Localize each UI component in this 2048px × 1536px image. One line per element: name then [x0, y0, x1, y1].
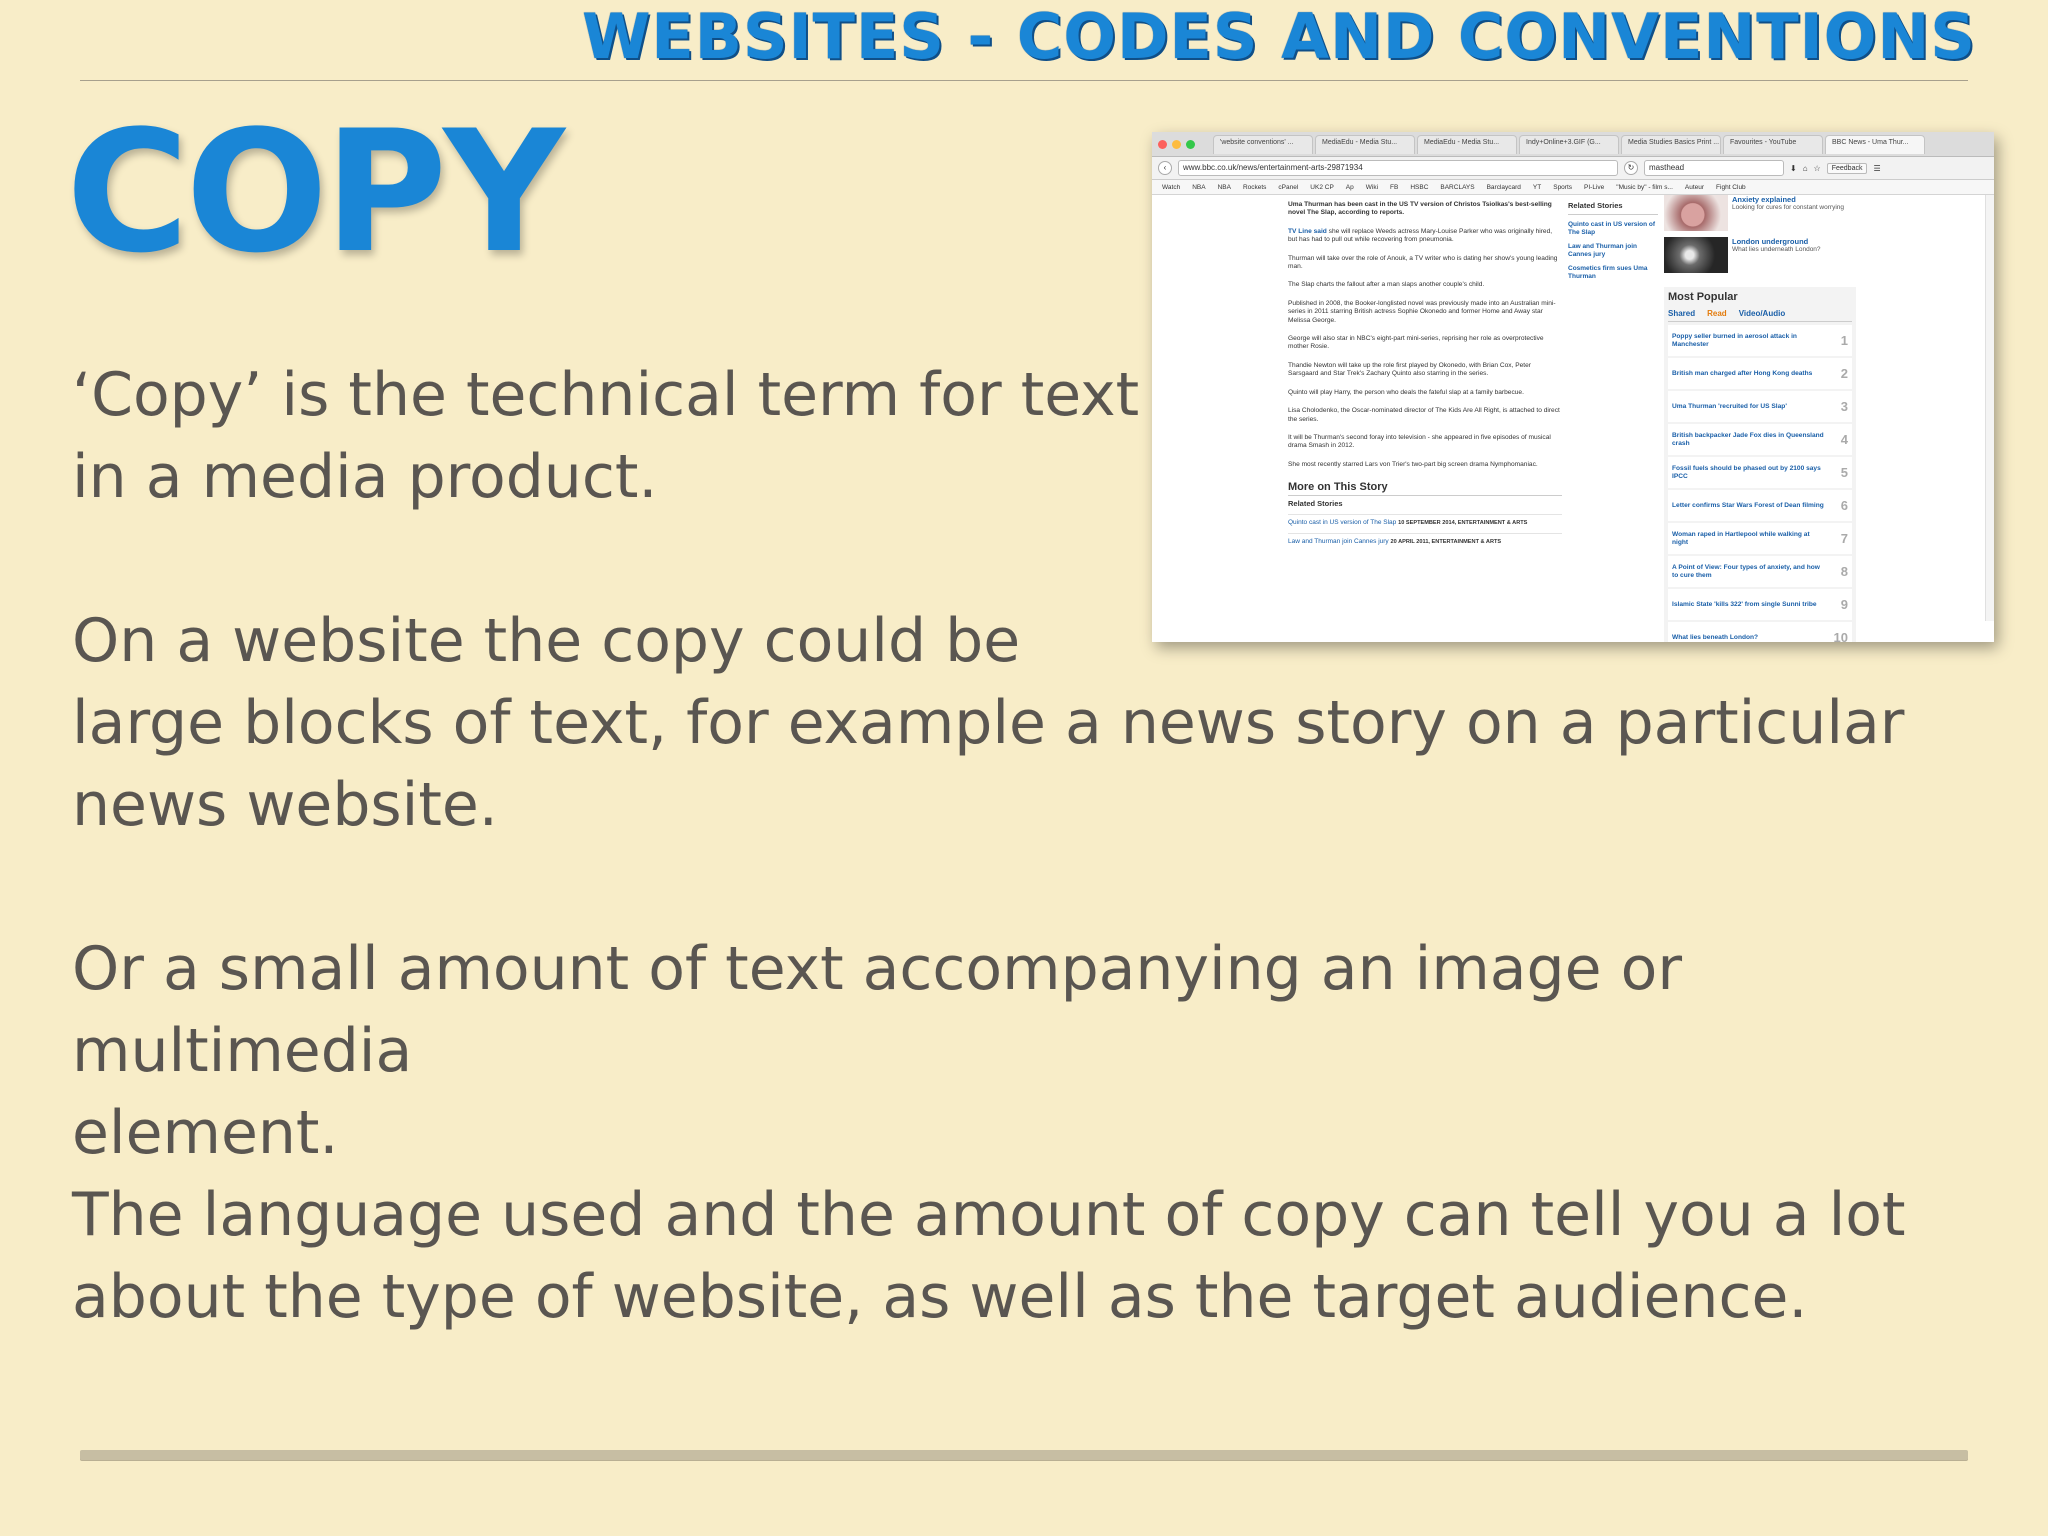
tab-video-audio: Video/Audio [1738, 309, 1786, 318]
most-popular-title: Most Popular [1668, 291, 1738, 303]
feature-thumbnail-tunnel [1664, 237, 1728, 273]
browser-tab: 'website conventions' ... [1213, 135, 1313, 154]
reload-icon: ↻ [1624, 161, 1638, 175]
more-related-item [1288, 533, 1562, 546]
popular-item-rank: 9 [1840, 597, 1848, 612]
bookmark-item: FB [1390, 183, 1399, 191]
bookmark-item: Ap [1345, 183, 1354, 191]
star-icon: ☆ [1813, 163, 1821, 173]
bookmark-item: UK2 CP [1310, 183, 1334, 191]
popular-item-text: British man charged after Hong Kong deaths [1672, 369, 1813, 377]
url-field: www.bbc.co.uk/news/entertainment-arts-29871934 [1178, 160, 1618, 176]
bookmark-item: HSBC [1410, 183, 1429, 191]
browser-tab: Favourites - YouTube [1723, 135, 1823, 154]
popular-item [1668, 325, 1852, 356]
feature-title: London underground [1732, 237, 1809, 246]
popular-item [1668, 457, 1852, 488]
slide-header-title: WEBSITES - CODES AND CONVENTIONS [581, 0, 1976, 73]
article-paragraph: It will be Thurman's second foray into television - she appeared in five episodes of musical drama Smash in 2012. [1288, 433, 1551, 450]
bookmark-item: BARCLAYS [1440, 183, 1475, 191]
bbc-news-screenshot [1152, 132, 1994, 642]
popular-item-text: Poppy seller burned in aerosol attack in Manchester [1672, 332, 1797, 348]
menu-icon: ☰ [1873, 163, 1881, 173]
tab-shared: Shared [1668, 309, 1696, 318]
popular-item-rank: 5 [1840, 465, 1848, 480]
bookmark-item: cPanel [1278, 183, 1299, 191]
more-related-link: Quinto cast in US version of The Slap [1288, 518, 1397, 526]
bookmark-item: Watch [1162, 183, 1181, 191]
article-paragraph [1288, 228, 1562, 245]
back-arrow-icon: ‹ [1158, 161, 1172, 175]
popular-item-rank: 7 [1840, 531, 1848, 546]
header-divider [80, 80, 1968, 81]
article-link: TV Line said [1288, 227, 1327, 235]
feature-card [1664, 237, 1856, 273]
most-popular-tabs [1668, 309, 1852, 322]
more-related-link: Law and Thurman join Cannes jury [1288, 538, 1389, 546]
popular-item-text: Islamic State 'kills 322' from single Sunni tribe [1672, 600, 1817, 608]
window-controls [1158, 140, 1195, 149]
slide-heading: COPY [66, 94, 561, 290]
popular-item-rank: 4 [1840, 432, 1848, 447]
popular-item [1668, 556, 1852, 587]
popular-item-text: British backpacker Jade Fox dies in Queensland crash [1672, 431, 1824, 447]
article-paragraph: Thurman will take over the role of Anouk, a TV writer who is dating her show's young leading man. [1288, 254, 1558, 271]
paragraph-definition: ‘Copy’ is the technical term for text in a media product. [72, 360, 1140, 512]
popular-item-rank: 2 [1840, 366, 1848, 381]
bookmark-item: NBA [1192, 183, 1206, 191]
article-paragraph: Published in 2008, the Booker-longlisted novel was previously made into an Australian mini-series in 2011 starring British actress Sophie Okonedo and former Home and Away star Melissa George. [1288, 299, 1556, 324]
article-paragraph: Quinto will play Harry, the person who deals the fateful slap at a family barbecue. [1288, 388, 1524, 396]
popular-item [1668, 424, 1852, 455]
bookmark-item: Fight Club [1716, 183, 1746, 191]
news-article [1288, 201, 1562, 553]
browser-tab: Indy+Online+3.GIF (G... [1519, 135, 1619, 154]
more-on-story-heading: More on This Story [1288, 483, 1562, 495]
popular-item-rank: 6 [1840, 498, 1848, 513]
more-related-item [1288, 514, 1562, 527]
related-stories-title: Related Stories [1568, 201, 1658, 215]
popular-item-rank: 8 [1840, 564, 1848, 579]
article-paragraph: George will also star in NBC's eight-part mini-series, reprising her role as overprotective mother Rosie. [1288, 335, 1544, 351]
feature-title: Anxiety explained [1732, 195, 1796, 204]
popular-item-rank: 10 [1833, 630, 1848, 642]
popular-item [1668, 490, 1852, 521]
browser-tab: Media Studies Basics Print ... [1621, 135, 1721, 154]
popular-item-text: Uma Thurman 'recruited for US Slap' [1672, 402, 1787, 410]
home-icon: ⌂ [1802, 163, 1808, 173]
bookmark-item: PI-Live [1584, 183, 1605, 191]
article-paragraph: Thandie Newton will take up the role first played by Okonedo, with Brian Cox, Peter Sarsgaard and Star Trek's Zachary Quinto also starring in the series. [1288, 361, 1531, 378]
article-paragraph: The Slap charts the fallout after a man slaps another couple's child. [1288, 281, 1485, 289]
browser-tab: MediaEdu - Media Stu... [1417, 135, 1517, 154]
related-story-link: Law and Thurman join Cannes jury [1568, 243, 1637, 258]
article-paragraph: She most recently starred Lars von Trier's two-part big screen drama Nymphomaniac. [1288, 460, 1538, 468]
download-icon: ⬇ [1790, 163, 1797, 173]
popular-item-text: What lies beneath London? [1672, 633, 1759, 641]
more-related-date: 10 SEPTEMBER 2014, ENTERTAINMENT & ARTS [1398, 519, 1528, 526]
most-popular-panel [1664, 287, 1856, 642]
more-related-subheading: Related Stories [1288, 498, 1343, 508]
popular-item-rank: 1 [1840, 333, 1848, 348]
related-stories [1568, 201, 1658, 287]
bookmark-item: Auteur [1684, 183, 1705, 191]
feature-desc: What lies underneath London? [1732, 246, 1821, 253]
more-related-date: 20 APRIL 2011, ENTERTAINMENT & ARTS [1390, 539, 1502, 546]
bookmarks-bar [1152, 180, 1994, 195]
browser-tab: MediaEdu - Media Stu... [1315, 135, 1415, 154]
popular-item-text: A Point of View: Four types of anxiety, and how to cure them [1672, 563, 1820, 579]
feedback-button: Feedback [1827, 163, 1868, 174]
popular-item [1668, 589, 1852, 620]
paragraph-language: The language used and the amount of copy can tell you a lot about the type of website, as well as the target audience. [72, 1180, 1906, 1332]
bookmark-item: YT [1532, 183, 1542, 191]
popular-item [1668, 622, 1852, 642]
feature-card [1664, 195, 1856, 231]
popular-item-text: Woman raped in Hartlepool while walking at night [1672, 530, 1810, 546]
browser-url-bar [1152, 157, 1994, 180]
browser-search-field: masthead [1644, 160, 1784, 176]
bookmark-item: "Music by" - film s... [1616, 183, 1673, 191]
bbc-sidebar [1664, 195, 1856, 642]
popular-item [1668, 523, 1852, 554]
related-story-link: Cosmetics firm sues Uma Thurman [1568, 265, 1648, 280]
popular-item-rank: 3 [1840, 399, 1848, 414]
bookmark-item: NBA [1217, 183, 1231, 191]
article-lead: Uma Thurman has been cast in the US TV version of Christos Tsiolkas's best-selling novel The Slap, according to reports. [1288, 201, 1552, 217]
popular-item [1668, 391, 1852, 422]
tab-read: Read [1707, 309, 1727, 318]
close-dot-icon [1158, 140, 1167, 149]
article-text: she will replace Weeds actress Mary-Louise Parker who was originally hired, but has had to pull out while recovering from pneumonia. [1288, 227, 1553, 244]
zoom-dot-icon [1186, 140, 1195, 149]
page-scrollbar [1985, 195, 1994, 621]
popular-item-text: Fossil fuels should be phased out by 2100 says IPCC [1672, 464, 1821, 480]
related-story-link: Quinto cast in US version of The Slap [1568, 221, 1656, 236]
paragraph-small-amount: Or a small amount of text accompanying an image or multimedia element. [72, 934, 1683, 1168]
paragraph-large-blocks: On a website the copy could be large blocks of text, for example a news story on a particular news website. [72, 606, 1905, 840]
bookmark-item: Sports [1553, 183, 1573, 191]
browser-tab-active: BBC News - Uma Thur... [1825, 135, 1925, 154]
feature-thumbnail-lips [1664, 195, 1728, 231]
browser-tab-bar [1152, 132, 1994, 157]
bookmark-item: Barclaycard [1486, 183, 1521, 191]
bbc-page-content [1152, 195, 1994, 642]
footer-divider [80, 1450, 1968, 1460]
popular-item-text: Letter confirms Star Wars Forest of Dean filming [1672, 501, 1824, 509]
article-paragraph: Lisa Cholodenko, the Oscar-nominated director of The Kids Are All Right, is attached to direct the series. [1288, 407, 1560, 423]
minimize-dot-icon [1172, 140, 1181, 149]
feature-desc: Looking for cures for constant worrying [1732, 204, 1844, 211]
bookmark-item: Rockets [1242, 183, 1267, 191]
bookmark-item: Wiki [1365, 183, 1379, 191]
popular-item [1668, 358, 1852, 389]
